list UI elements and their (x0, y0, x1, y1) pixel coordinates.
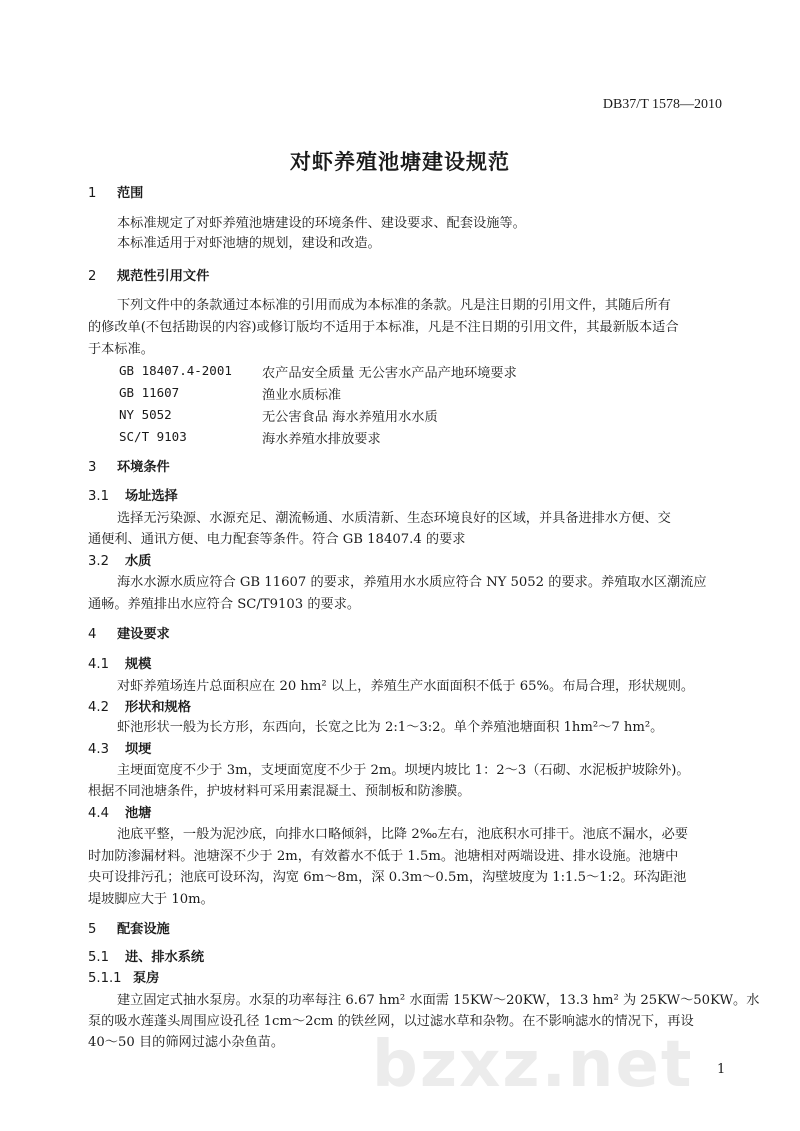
paragraph-line: 建立固定式抽水泵房。水泵的功率每注 6.67 hm² 水面需 15KW～20KW，13.3 hm² 为 25KW～50KW。水 (117, 993, 760, 1008)
subsection-title: 进、排水系统 (125, 950, 205, 965)
paragraph-line: 于本标准。 (88, 342, 154, 357)
subsection-number: 5.1.1 (88, 971, 122, 986)
paragraph-line: 泵的吸水莲蓬头周围应设孔径 1cm～2cm 的铁丝网，以过滤水草和杂物。在不影响滤水的情况下，再设 (88, 1014, 694, 1029)
paragraph-line: 堤坡脚应大于 10m。 (88, 892, 214, 907)
paragraph-line: 主埂面宽度不少于 3m，支埂面宽度不少于 2m。坝埂内坡比 1：2～3（石砌、水泥板护坡除外)。 (117, 763, 690, 778)
subsection-title: 形状和规格 (125, 700, 191, 715)
page-number: 1 (717, 1062, 726, 1077)
document-title: 对虾养殖池塘建设规范 (290, 150, 510, 174)
subsection-title: 坝埂 (125, 742, 152, 757)
reference-code: SC/T 9103 (119, 429, 187, 444)
subsection-number: 5.1 (88, 950, 109, 965)
paragraph-line: 选择无污染源、水源充足、潮流畅通、水质清新、生态环境良好的区域，并具备进排水方便、交 (117, 511, 671, 526)
subsection-number: 4.2 (88, 700, 109, 715)
section-title: 范围 (117, 186, 144, 201)
subsection-number: 4.4 (88, 806, 109, 821)
paragraph-line: 根据不同池塘条件，护坡材料可采用素混凝土、预制板和防渗膜。 (88, 784, 471, 799)
reference-name: 农产品安全质量 无公害水产品产地环境要求 (262, 366, 517, 381)
subsection-heading-4-4 (88, 804, 151, 824)
section-title: 环境条件 (117, 460, 170, 475)
subsection-number: 3.2 (88, 554, 109, 569)
paragraph-line: 本标准适用于对虾池塘的规划，建设和改造。 (117, 236, 381, 251)
subsection-heading-3-2 (88, 552, 151, 572)
reference-name: 渔业水质标准 (262, 388, 342, 403)
subsection-title: 泵房 (133, 971, 160, 986)
subsection-heading-3-1 (88, 487, 178, 507)
subsection-heading-4-1 (88, 655, 151, 675)
paragraph-line: 时加防渗漏材料。池塘深不少于 2m，有效蓄水不低于 1.5m。池塘相对两端设进、排水设施。池塘中 (88, 849, 679, 864)
paragraph-line: 池底平整，一般为泥沙底，向排水口略倾斜，比降 2‰左右，池底积水可排干。池底不漏水，必要 (117, 827, 688, 842)
paragraph-line: 央可设排污孔；池底可设环沟，沟宽 6m～8m，深 0.3m～0.5m，沟壁坡度为 1:1.5～1:2。环沟距池 (88, 870, 687, 885)
reference-name: 无公害食品 海水养殖用水水质 (262, 410, 438, 425)
paragraph-line: 海水水源水质应符合 GB 11607 的要求，养殖用水水质应符合 NY 5052 的要求。养殖取水区潮流应 (117, 575, 707, 590)
section-number: 4 (88, 627, 97, 642)
subsection-heading-4-2 (88, 698, 191, 718)
section-number: 2 (88, 269, 97, 284)
reference-code: GB 18407.4-2001 (119, 363, 232, 378)
subsection-title: 场址选择 (125, 489, 178, 504)
watermark: bzxz.net (372, 1028, 694, 1102)
section-heading-4 (88, 625, 170, 645)
paragraph-line: 40～50 目的筛网过滤小杂鱼苗。 (88, 1035, 285, 1050)
section-title: 配套设施 (117, 922, 170, 937)
standard-code: DB37/T 1578—2010 (602, 97, 722, 112)
subsection-title: 规模 (125, 657, 152, 672)
section-heading-5 (88, 920, 170, 940)
subsection-number: 4.3 (88, 742, 109, 757)
paragraph-line: 的修改单(不包括勘误的内容)或修订版均不适用于本标准，凡是不注日期的引用文件，其最新版本适合 (88, 320, 679, 335)
section-heading-2 (88, 267, 209, 287)
section-number: 3 (88, 460, 97, 475)
section-number: 1 (88, 186, 97, 201)
reference-code: GB 11607 (119, 385, 180, 400)
paragraph-line: 对虾养殖场连片总面积应在 20 hm² 以上，养殖生产水面面积不低于 65%。布局合理，形状规则。 (117, 679, 695, 694)
subsection-number: 3.1 (88, 489, 109, 504)
paragraph-line: 通便利、通讯方便、电力配套等条件。符合 GB 18407.4 的要求 (88, 532, 466, 547)
subsection-title: 水质 (125, 554, 152, 569)
section-title: 建设要求 (117, 627, 170, 642)
paragraph-line: 下列文件中的条款通过本标准的引用而成为本标准的条款。凡是注日期的引用文件，其随后所有 (117, 298, 671, 313)
section-title: 规范性引用文件 (117, 269, 210, 284)
paragraph-line: 本标准规定了对虾养殖池塘建设的环境条件、建设要求、配套设施等。 (117, 216, 526, 231)
subsection-heading-4-3 (88, 740, 151, 760)
section-heading-1 (88, 184, 143, 204)
subsection-heading-5-1 (88, 948, 204, 968)
subsection-heading-5-1-1 (88, 969, 159, 989)
section-heading-3 (88, 458, 170, 478)
section-number: 5 (88, 922, 97, 937)
subsection-title: 池塘 (125, 806, 152, 821)
paragraph-line: 通畅。养殖排出水应符合 SC/T9103 的要求。 (88, 597, 361, 612)
reference-name: 海水养殖水排放要求 (262, 432, 381, 447)
subsection-number: 4.1 (88, 657, 109, 672)
paragraph-line: 虾池形状一般为长方形，东西向，长宽之比为 2:1～3:2。单个养殖池塘面积 1hm²～7 hm²。 (117, 720, 664, 735)
reference-code: NY 5052 (119, 407, 172, 422)
